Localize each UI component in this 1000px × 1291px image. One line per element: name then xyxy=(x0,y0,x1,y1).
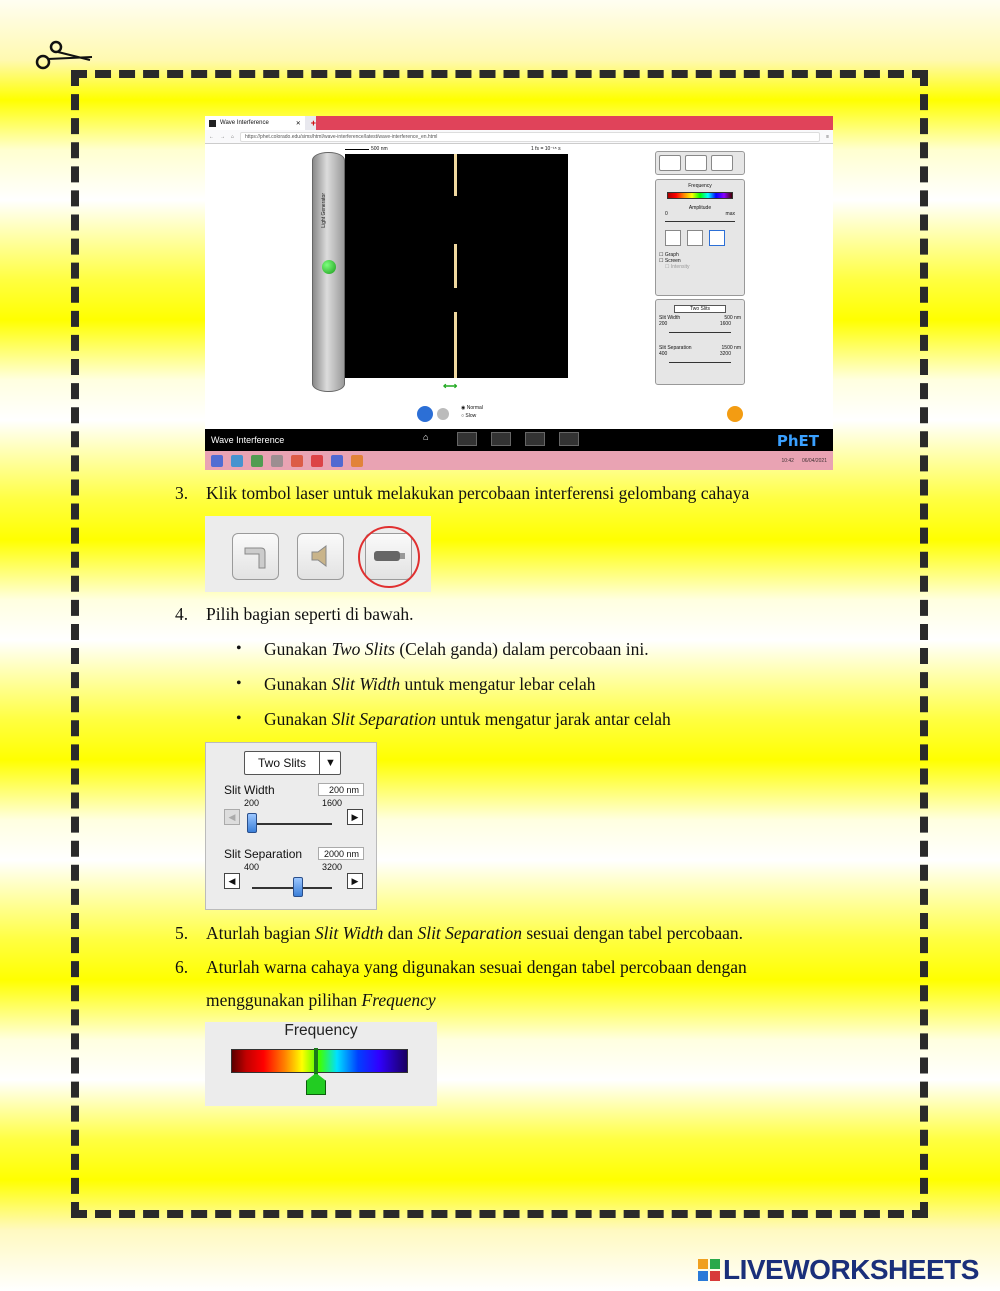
browser-url-bar xyxy=(205,130,833,144)
slit-separation-slider-thumb[interactable] xyxy=(293,877,303,897)
barrier-segment-middle xyxy=(454,244,457,288)
slit-separation-increment-button[interactable]: ▶ xyxy=(347,873,363,889)
frequency-control-image xyxy=(205,1022,437,1106)
nav-slits[interactable] xyxy=(525,432,545,446)
sim-title: Wave Interference xyxy=(211,435,285,445)
frequency-label: Frequency xyxy=(688,183,712,189)
browser-tab-bar xyxy=(205,116,833,130)
brand-name: LIVEWORKSHEETS xyxy=(723,1254,979,1285)
slit-separation-value: 2000 nm xyxy=(318,847,364,860)
step-5-text: Aturlah bagian Slit Width dan Slit Separation sesuai dengan tabel percobaan. xyxy=(206,923,744,943)
pause-button[interactable] xyxy=(417,406,433,422)
highlight-circle xyxy=(358,526,420,588)
app-icon[interactable] xyxy=(291,455,303,467)
light-source-button[interactable] xyxy=(709,230,725,246)
step-6-text-line1: Aturlah warna cahaya yang digunakan sesuai dengan tabel percobaan dengan xyxy=(206,957,747,977)
step-3-text: Klik tombol laser untuk melakukan percobaan interferensi gelombang cahaya xyxy=(206,483,750,503)
window-titlebar xyxy=(316,116,833,130)
step-button[interactable] xyxy=(437,408,449,420)
bullet-icon: • xyxy=(236,710,242,727)
scale-label: 500 nm xyxy=(371,146,388,152)
bullet-2: Gunakan Slit Width untuk mengatur lebar celah xyxy=(264,674,596,694)
slit-width-min: 200 xyxy=(244,798,260,808)
light-generator[interactable] xyxy=(312,152,345,392)
sound-source-button[interactable] xyxy=(687,230,703,246)
logo-squares-icon xyxy=(698,1259,720,1281)
intensity-checkbox-label[interactable]: Intensity xyxy=(670,264,690,270)
app-icon[interactable] xyxy=(311,455,323,467)
step-4-text: Pilih bagian seperti di bawah. xyxy=(206,604,414,624)
slit-sep-value-small: 1500 nm xyxy=(721,345,741,351)
frequency-slider[interactable] xyxy=(667,192,733,199)
firefox-icon[interactable] xyxy=(351,455,363,467)
url-field[interactable]: https://phet.colorado.edu/sims/html/wave-interference/latest/wave-interference_en.html xyxy=(240,132,820,142)
mode-select-small[interactable]: Two Slits xyxy=(674,305,726,313)
slit-width-max: 1600 xyxy=(322,798,343,808)
nav-waves[interactable] xyxy=(457,432,477,446)
amplitude-max: max xyxy=(725,211,735,217)
slit-separation-min: 400 xyxy=(244,862,260,872)
clock-date: 06/04/2021 xyxy=(801,457,827,464)
slit-width-decrement-button[interactable]: ◀ xyxy=(224,809,240,825)
light-control-panel: Frequency Amplitude 0 max ☐ Graph ☐ Screen ☐ Intensity xyxy=(655,179,745,296)
slit-width-slider-small[interactable] xyxy=(669,332,731,333)
faucet-icon xyxy=(233,534,277,578)
slit-sep-label-small: Slit Separation xyxy=(659,345,692,351)
speed-normal-label[interactable]: Normal xyxy=(466,405,483,411)
liveworksheets-logo[interactable] xyxy=(698,1254,979,1286)
barrier-segment-bottom xyxy=(454,312,457,378)
word-icon[interactable] xyxy=(331,455,343,467)
simulation-area xyxy=(205,144,833,429)
phet-screenshot xyxy=(205,116,833,470)
measuring-tape-icon[interactable] xyxy=(659,155,681,171)
time-scale-label: 1 fs = 10⁻¹⁵ s xyxy=(531,146,561,152)
app-icon[interactable] xyxy=(251,455,263,467)
start-icon[interactable] xyxy=(211,455,223,467)
reset-button[interactable] xyxy=(727,406,743,422)
screen-nav xyxy=(423,432,579,446)
slit-width-label: Slit Width xyxy=(224,783,275,797)
step-4-number: 4. xyxy=(175,604,189,624)
slit-mode-value: Two Slits xyxy=(257,756,306,770)
step-6-text-line2: menggunakan pilihan Frequency xyxy=(206,990,436,1010)
barrier-segment-top xyxy=(454,154,457,196)
chevron-down-icon[interactable]: ▼ xyxy=(319,752,341,774)
light-generator-label: Light Generator xyxy=(321,193,327,228)
step-6-number: 6. xyxy=(175,957,189,977)
stopwatch-icon[interactable] xyxy=(685,155,707,171)
forward-icon[interactable]: → xyxy=(220,133,225,140)
clock-time: 10:42 xyxy=(781,457,794,464)
nav-diffraction[interactable] xyxy=(559,432,579,446)
speed-options: ◉ Normal ○ Slow xyxy=(461,405,483,419)
home-screen-icon[interactable]: ⌂ xyxy=(423,432,429,442)
source-buttons-image xyxy=(205,516,431,592)
scissors-icon xyxy=(34,38,94,72)
slit-separation-label: Slit Separation xyxy=(224,847,303,861)
barrier-drag-handle-icon[interactable]: ⟷ xyxy=(443,381,458,392)
amplitude-slider[interactable] xyxy=(665,221,735,222)
back-icon[interactable]: ← xyxy=(209,133,214,140)
bullet-1: Gunakan Two Slits (Celah ganda) dalam percobaan ini. xyxy=(264,639,649,659)
slit-width-label-small: Slit Width xyxy=(659,315,681,321)
speaker-icon xyxy=(298,534,342,578)
wave-meter-icon[interactable] xyxy=(711,155,733,171)
screen-checkbox-label[interactable]: Screen xyxy=(664,258,681,264)
slit-sep-slider-small[interactable] xyxy=(669,362,731,363)
scale-bar xyxy=(345,149,369,150)
slit-width-increment-button[interactable]: ▶ xyxy=(347,809,363,825)
new-tab-icon[interactable]: + xyxy=(310,118,317,128)
amplitude-label: Amplitude xyxy=(688,205,712,211)
graph-checkbox-label[interactable]: Graph xyxy=(664,252,679,258)
speaker-button[interactable] xyxy=(297,533,344,580)
tab-favicon-icon xyxy=(209,120,216,127)
tab-title: Wave Interference xyxy=(220,120,269,126)
bullet-icon: • xyxy=(236,640,242,657)
phet-logo[interactable]: PhET xyxy=(776,432,819,450)
step-3-number: 3. xyxy=(175,483,189,503)
windows-taskbar xyxy=(205,451,833,470)
slit-mode-select[interactable] xyxy=(244,751,341,775)
speed-slow-label[interactable]: Slow xyxy=(465,413,477,419)
frequency-title: Frequency xyxy=(284,1022,358,1039)
close-tab-icon[interactable]: ✕ xyxy=(295,120,301,127)
water-faucet-button[interactable] xyxy=(232,533,279,580)
light-on-button[interactable] xyxy=(322,260,336,274)
app-icon[interactable] xyxy=(271,455,283,467)
slit-width-min-small: 200 xyxy=(659,321,668,327)
home-icon[interactable]: ⌂ xyxy=(231,133,235,140)
slit-width-value-small: 500 nm xyxy=(724,315,741,321)
slit-separation-max: 3200 xyxy=(322,862,343,872)
amplitude-min: 0 xyxy=(665,211,668,217)
bullet-3: Gunakan Slit Separation untuk mengatur jarak antar celah xyxy=(264,709,671,729)
slit-sep-min-small: 400 xyxy=(659,351,668,357)
menu-icon[interactable]: ≡ xyxy=(826,133,829,140)
slit-control-panel xyxy=(205,742,377,910)
slit-width-slider-thumb[interactable] xyxy=(247,813,257,833)
slit-width-max-small: 1600 xyxy=(719,321,731,327)
phet-navigation-bar xyxy=(205,429,833,451)
frequency-spectrum-slider[interactable] xyxy=(231,1049,408,1073)
browser-tab[interactable] xyxy=(205,116,305,130)
nav-interference[interactable] xyxy=(491,432,511,446)
step-5-number: 5. xyxy=(175,923,189,943)
slit-sep-max-small: 3200 xyxy=(719,351,731,357)
bullet-icon: • xyxy=(236,675,242,692)
slit-separation-decrement-button[interactable]: ◀ xyxy=(224,873,240,889)
frequency-slider-thumb[interactable] xyxy=(306,1073,326,1095)
water-source-button[interactable] xyxy=(665,230,681,246)
wave-screen xyxy=(345,154,568,378)
slit-width-track xyxy=(252,823,332,825)
scene-toolbar xyxy=(655,151,745,175)
slit-width-value: 200 nm xyxy=(318,783,364,796)
slit-control-panel-small xyxy=(655,299,745,385)
edge-icon[interactable] xyxy=(231,455,243,467)
